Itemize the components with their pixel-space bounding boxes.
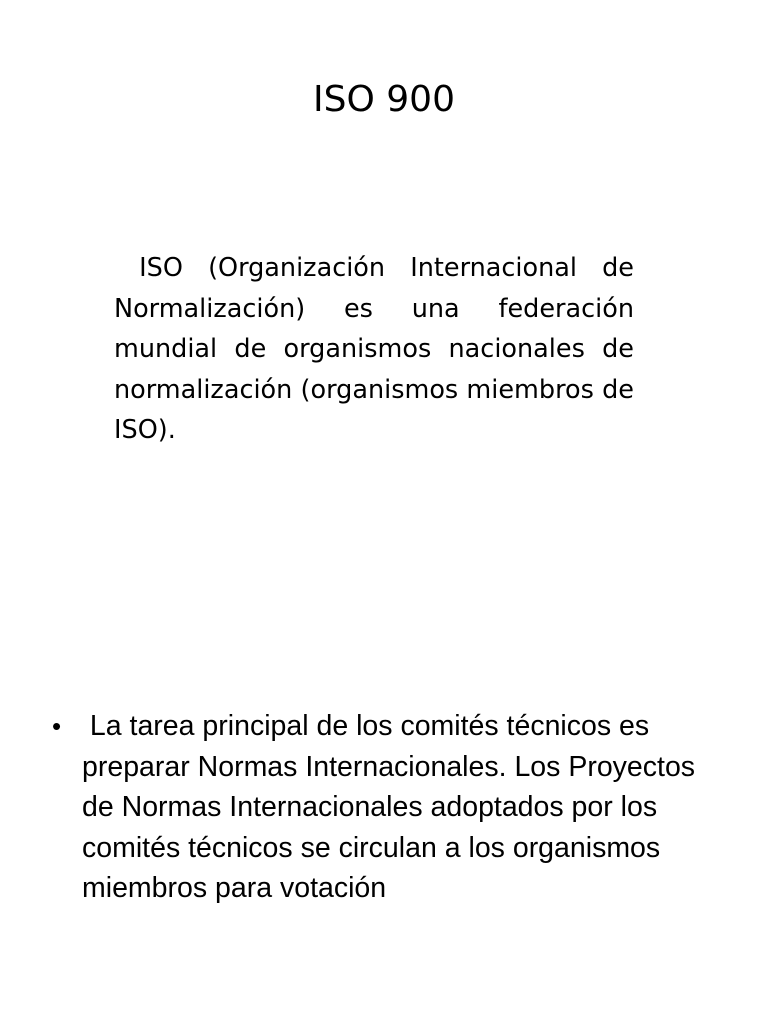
definition-paragraph: ISO (Organización Internacional de Normalización) es una federación mundial de organismos nacionales de normalización (organismos miembros de ISO). (114, 253, 634, 445)
bullet-marker: • (52, 711, 62, 741)
bullet-text: La tarea principal de los comités técnicos es preparar Normas Internacionales. Los Proyectos de Normas Internacionales adoptados por los comités técnicos se circulan a los organismos miembros para votación (82, 710, 696, 904)
bullet-item (52, 706, 732, 909)
slide-title: ISO 900 (313, 79, 455, 120)
bullet-list (52, 706, 732, 909)
